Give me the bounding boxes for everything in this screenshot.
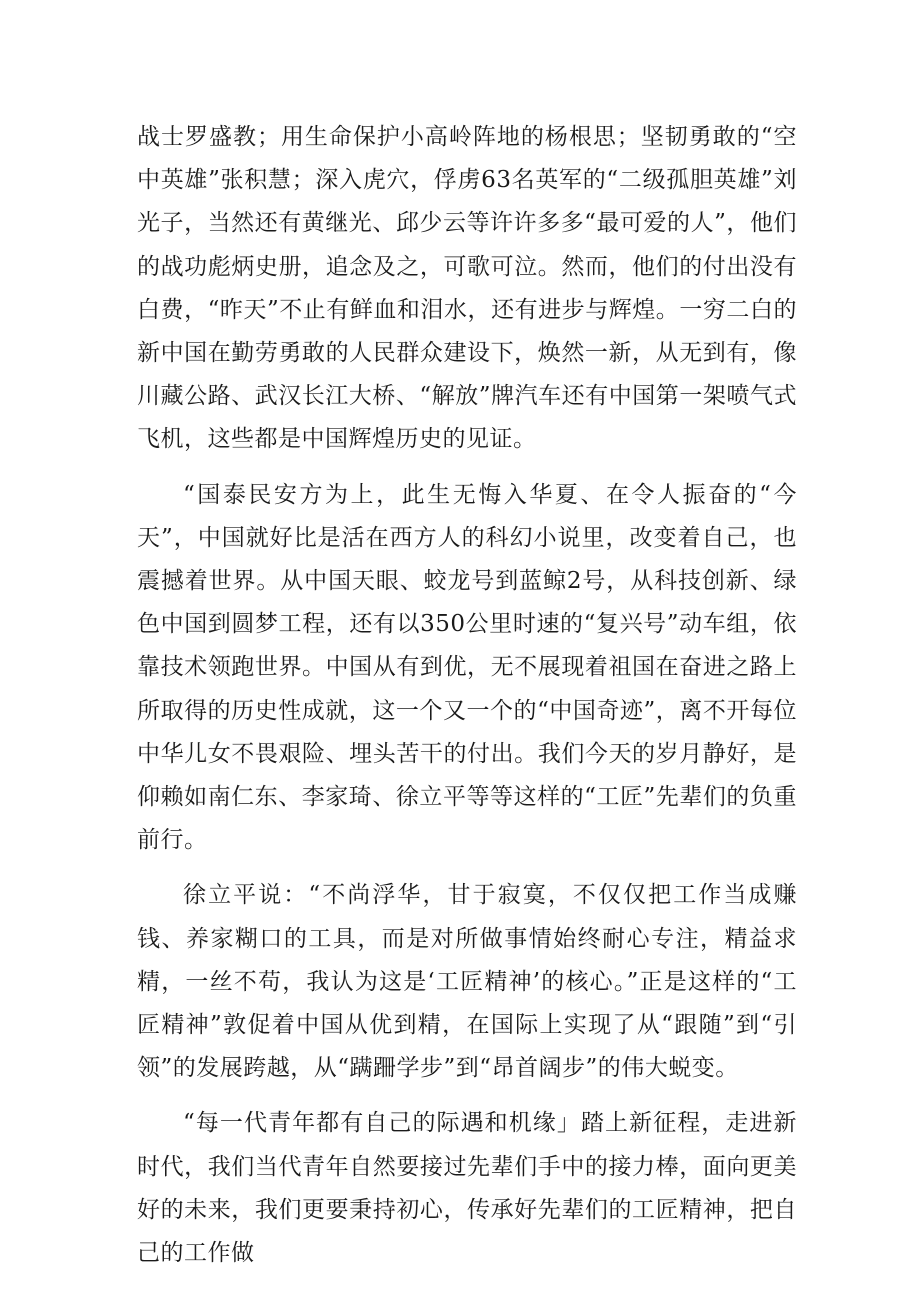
- paragraph-4: “每一代青年都有自己的际遇和机缘」踏上新征程，走进新时代，我们当代青年自然要接过先辈们手中的接力棒，面向更美好的未来，我们更要秉持初心，传承好先辈们的工匠精神，把自己的工作做: [137, 1110, 797, 1267]
- paragraph-3: 徐立平说：“不尚浮华，甘于寂寞，不仅仅把工作当成赚钱、养家糊口的工具，而是对所做事情始终耐心专注，精益求精，一丝不苟，我认为这是‘工匠精神’的核心。”正是这样的“工匠精神”敦促着中国从优到精，在国际上实现了从“跟随”到“引领”的发展跨越，从“蹒跚学步”到“昂首阔步”的伟大蜕变。: [137, 882, 797, 1082]
- body-text: [137, 116, 797, 1275]
- paragraph-2: “国泰民安方为上，此生无悔入华夏、在令人振奋的“今天”，中国就好比是活在西方人的科幻小说里，改变着自己，也震撼着世界。从中国天眼、蛟龙号到蓝鲸2号，从科技创新、绿色中国到圆梦工程，还有以350公里时速的“复兴号”动车组，依靠技术领跑世界。中国从有到优，无不展现着祖国在奋进之路上所取得的历史性成就，这一个又一个的“中国奇迹”，离不开每位中华儿女不畏艰险、埋头苦干的付出。我们今天的岁月静好，是仰赖如南仁东、李家琦、徐立平等等这样的“工匠”先辈们的负重前行。: [137, 481, 797, 854]
- paragraph-1: 战士罗盛教；用生命保护小高岭阵地的杨根思；坚韧勇敢的“空中英雄”张积慧；深入虎穴，俘虏63名英军的“二级孤胆英雄”刘光子，当然还有黄继光、邱少云等许许多多“最可爱的人”，他们的战功彪炳史册，追念及之，可歌可泣。然而，他们的付出没有白费，“昨天”不止有鲜血和泪水，还有进步与辉煌。一穷二白的新中国在勤劳勇敢的人民群众建设下，焕然一新，从无到有，像川藏公路、武汉长江大桥、“解放”牌汽车还有中国第一架喷气式飞机，这些都是中国辉煌历史的见证。: [137, 124, 797, 453]
